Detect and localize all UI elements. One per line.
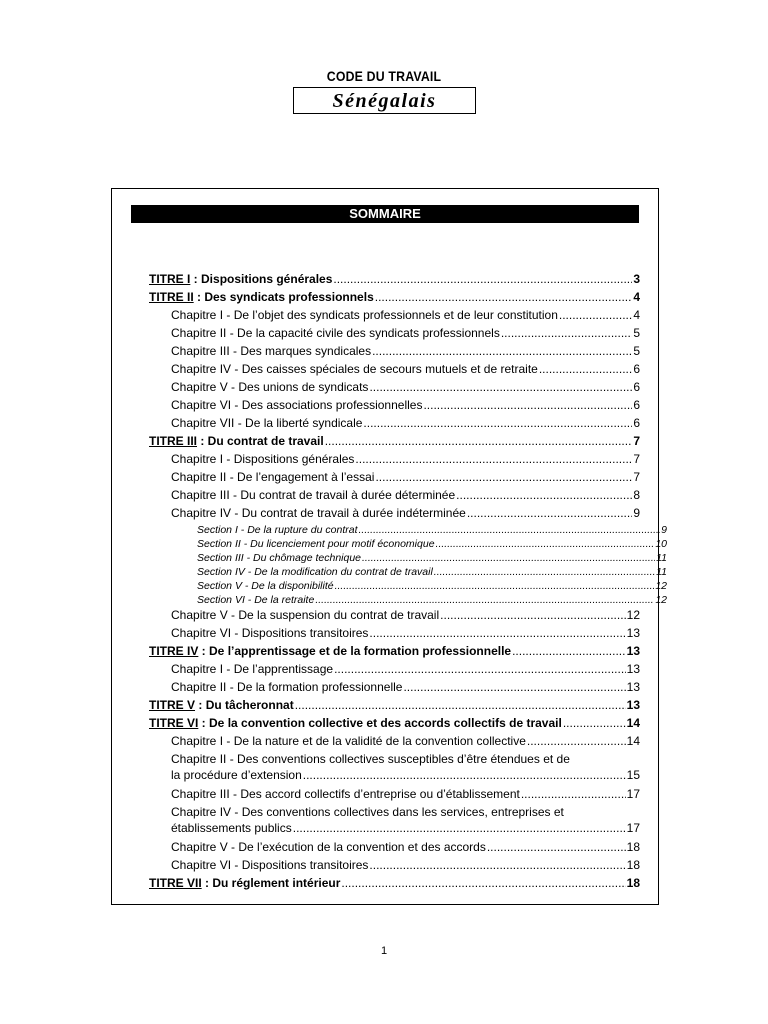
toc-page-number: 18 <box>626 858 640 872</box>
toc-dot-leader <box>325 434 633 448</box>
toc-entry-label: Chapitre III - Des accord collectifs d’entreprise ou d’établissement <box>171 787 520 801</box>
toc-dot-leader <box>487 840 626 854</box>
toc-entry-label: Chapitre V - Des unions de syndicats <box>171 380 369 394</box>
toc-entry-line2 <box>171 821 640 835</box>
toc-dot-leader <box>315 594 654 606</box>
toc-dot-leader <box>369 626 625 640</box>
toc-entry-label: Chapitre III - Des marques syndicales <box>171 344 372 358</box>
page-number: 1 <box>380 945 388 957</box>
toc-titre-number: TITRE VI <box>149 716 199 730</box>
toc-page-number: 6 <box>633 398 640 412</box>
sommaire-heading: SOMMAIRE <box>131 205 639 223</box>
toc-page-number: 14 <box>626 716 640 730</box>
toc-dot-leader <box>423 398 632 412</box>
toc-page-number: 12 <box>655 594 667 606</box>
toc-section-entry <box>149 594 667 608</box>
toc-page-number: 13 <box>626 698 640 712</box>
toc-dot-leader <box>333 272 632 286</box>
toc-dot-leader <box>512 644 626 658</box>
toc-page-number: 17 <box>626 787 640 801</box>
toc-page-number: 10 <box>655 538 667 550</box>
toc-entry-label-line1: Chapitre IV - Des conventions collectives dans les services, entreprises et <box>171 805 564 819</box>
toc-dot-leader <box>467 506 632 520</box>
toc-titre-separator: : <box>197 434 208 448</box>
toc-dot-leader <box>521 787 626 801</box>
toc-entry-label-line2: établissements publics <box>171 821 292 835</box>
toc-chapter-entry <box>149 734 640 752</box>
toc-chapter-entry <box>149 506 640 524</box>
toc-page-number: 12 <box>626 608 640 622</box>
toc-entry-label: Section V - De la disponibilité <box>197 580 334 592</box>
toc-dot-leader <box>359 524 661 536</box>
table-of-contents <box>149 272 667 894</box>
toc-page-number: 11 <box>656 566 667 578</box>
toc-chapter-entry <box>149 380 640 398</box>
toc-entry-label: Chapitre VII - De la liberté syndicale <box>171 416 363 430</box>
toc-dot-leader <box>436 538 655 550</box>
toc-page-number: 7 <box>633 434 640 448</box>
toc-dot-leader <box>369 858 625 872</box>
toc-titre-number: TITRE IV <box>149 644 199 658</box>
toc-dot-leader <box>375 290 633 304</box>
toc-chapter-entry <box>149 787 640 805</box>
toc-entry-label: Chapitre I - De la nature et de la validité de la convention collective <box>171 734 526 748</box>
toc-section-entry <box>149 566 667 580</box>
toc-dot-leader <box>293 821 626 835</box>
toc-chapter-entry <box>149 626 640 644</box>
toc-dot-leader <box>372 344 632 358</box>
toc-entry-line2 <box>171 768 640 782</box>
toc-titre-text: De l’apprentissage et de la formation professionnelle <box>209 644 512 658</box>
toc-chapter-entry <box>149 326 640 344</box>
toc-titre-separator: : <box>195 698 206 712</box>
toc-titre-text: De la convention collective et des accords collectifs de travail <box>209 716 562 730</box>
toc-page-number: 6 <box>633 416 640 430</box>
toc-entry-label <box>149 644 511 658</box>
toc-entry-label: Chapitre VI - Dispositions transitoires <box>171 626 369 640</box>
toc-titre-entry <box>149 716 640 734</box>
toc-page-number: 5 <box>633 344 640 358</box>
toc-titre-separator: : <box>198 644 210 658</box>
toc-dot-leader <box>559 308 632 322</box>
toc-chapter-entry <box>149 752 640 787</box>
toc-chapter-entry <box>149 488 640 506</box>
toc-entry-label: Chapitre II - De l’engagement à l’essai <box>171 470 375 484</box>
toc-dot-leader <box>440 608 625 622</box>
toc-dot-leader <box>563 716 626 730</box>
toc-chapter-entry <box>149 470 640 488</box>
toc-page-number: 9 <box>661 524 667 536</box>
toc-chapter-entry <box>149 308 640 326</box>
toc-chapter-entry <box>149 452 640 470</box>
toc-entry-label-line2: la procédure d’extension <box>171 768 302 782</box>
toc-chapter-entry <box>149 344 640 362</box>
toc-page-number: 7 <box>633 452 640 466</box>
toc-page-number: 11 <box>656 552 667 564</box>
toc-page-number: 9 <box>633 506 640 520</box>
toc-titre-text: Du tâcheronnat <box>205 698 294 712</box>
toc-entry-label: Chapitre I - De l’apprentissage <box>171 662 334 676</box>
toc-entry-label <box>149 290 374 304</box>
toc-dot-leader <box>295 698 626 712</box>
toc-entry-label: Chapitre I - De l’objet des syndicats professionnels et de leur constitution <box>171 308 558 322</box>
toc-entry-label <box>149 876 340 890</box>
toc-entry-label <box>149 272 332 286</box>
toc-section-entry <box>149 580 667 594</box>
toc-titre-entry <box>149 434 640 452</box>
toc-page-number: 6 <box>633 362 640 376</box>
toc-page-number: 17 <box>626 821 640 835</box>
toc-page-number: 15 <box>626 768 640 782</box>
toc-entry-label: Chapitre VI - Des associations professionnelles <box>171 398 423 412</box>
toc-page-number: 13 <box>626 644 640 658</box>
toc-entry-label <box>149 434 324 448</box>
toc-page-number: 18 <box>626 876 640 890</box>
toc-entry-label: Chapitre V - De la suspension du contrat de travail <box>171 608 440 622</box>
toc-chapter-entry <box>149 680 640 698</box>
toc-page-number: 5 <box>633 326 640 340</box>
toc-titre-separator: : <box>193 290 205 304</box>
toc-entry-label: Section III - Du chômage technique <box>197 552 362 564</box>
toc-page-number: 3 <box>633 272 640 286</box>
toc-dot-leader <box>341 876 625 890</box>
toc-dot-leader <box>334 662 626 676</box>
toc-dot-leader <box>403 680 625 694</box>
toc-dot-leader <box>363 416 632 430</box>
toc-titre-separator: : <box>190 272 202 286</box>
toc-titre-separator: : <box>198 716 210 730</box>
toc-page-number: 13 <box>626 680 640 694</box>
toc-titre-number: TITRE I <box>149 272 191 286</box>
toc-page-number: 18 <box>626 840 640 854</box>
toc-chapter-entry <box>149 840 640 858</box>
toc-titre-entry <box>149 698 640 716</box>
toc-section-entry <box>149 538 667 552</box>
toc-titre-number: TITRE III <box>149 434 197 448</box>
toc-titre-entry <box>149 272 640 290</box>
toc-page-number: 14 <box>626 734 640 748</box>
toc-titre-text: Du réglement intérieur <box>212 876 341 890</box>
toc-entry-label: Chapitre II - De la formation professionnelle <box>171 680 403 694</box>
toc-titre-number: TITRE V <box>149 698 196 712</box>
toc-entry-label: Chapitre III - Du contrat de travail à durée déterminée <box>171 488 456 502</box>
toc-entry-label: Chapitre V - De l’exécution de la convention et des accords <box>171 840 486 854</box>
toc-titre-entry <box>149 644 640 662</box>
toc-chapter-entry <box>149 662 640 680</box>
toc-page-number: 13 <box>626 626 640 640</box>
toc-entry-label: Chapitre II - De la capacité civile des syndicats professionnels <box>171 326 500 340</box>
toc-page-number: 4 <box>633 290 640 304</box>
toc-section-entry <box>149 552 667 566</box>
document-title: CODE DU TRAVAIL <box>326 68 442 84</box>
toc-page-number: 13 <box>626 662 640 676</box>
toc-dot-leader <box>362 552 655 564</box>
toc-entry-label: Chapitre IV - Du contrat de travail à durée indéterminée <box>171 506 466 520</box>
toc-dot-leader <box>539 362 632 376</box>
toc-dot-leader <box>527 734 626 748</box>
toc-chapter-entry <box>149 416 640 434</box>
toc-titre-text: Des syndicats professionnels <box>204 290 374 304</box>
toc-chapter-entry <box>149 398 640 416</box>
toc-dot-leader <box>355 452 632 466</box>
toc-titre-entry <box>149 876 640 894</box>
toc-entry-label: Section II - Du licenciement pour motif économique <box>197 538 435 550</box>
toc-chapter-entry <box>149 805 640 840</box>
toc-titre-entry <box>149 290 640 308</box>
toc-dot-leader <box>434 566 655 578</box>
toc-titre-text: Du contrat de travail <box>207 434 324 448</box>
document-subtitle: Sénégalais <box>293 87 476 114</box>
toc-page-number: 12 <box>655 580 667 592</box>
toc-page-number: 8 <box>633 488 640 502</box>
toc-entry-label-line1: Chapitre II - Des conventions collectives susceptibles d’être étendues et de <box>171 752 570 766</box>
toc-entry-label: Section IV - De la modification du contrat de travail <box>197 566 433 578</box>
toc-entry-label <box>149 698 294 712</box>
toc-chapter-entry <box>149 858 640 876</box>
toc-entry-label: Section VI - De la retraite <box>197 594 315 606</box>
toc-chapter-entry <box>149 608 640 626</box>
toc-page-number: 7 <box>633 470 640 484</box>
toc-dot-leader <box>335 580 655 592</box>
toc-page-number: 6 <box>633 380 640 394</box>
toc-titre-number: TITRE VII <box>149 876 202 890</box>
toc-dot-leader <box>303 768 626 782</box>
toc-entry-label: Section I - De la rupture du contrat <box>197 524 358 536</box>
toc-chapter-entry <box>149 362 640 380</box>
toc-page-number: 4 <box>633 308 640 322</box>
toc-dot-leader <box>456 488 632 502</box>
toc-entry-label <box>149 716 562 730</box>
toc-titre-text: Dispositions générales <box>201 272 333 286</box>
toc-dot-leader <box>501 326 632 340</box>
toc-entry-label: Chapitre IV - Des caisses spéciales de secours mutuels et de retraite <box>171 362 538 376</box>
toc-titre-separator: : <box>201 876 213 890</box>
toc-dot-leader <box>375 470 632 484</box>
toc-entry-label: Chapitre I - Dispositions générales <box>171 452 355 466</box>
toc-titre-number: TITRE II <box>149 290 194 304</box>
toc-section-entry <box>149 524 667 538</box>
toc-dot-leader <box>369 380 632 394</box>
toc-entry-label: Chapitre VI - Dispositions transitoires <box>171 858 369 872</box>
